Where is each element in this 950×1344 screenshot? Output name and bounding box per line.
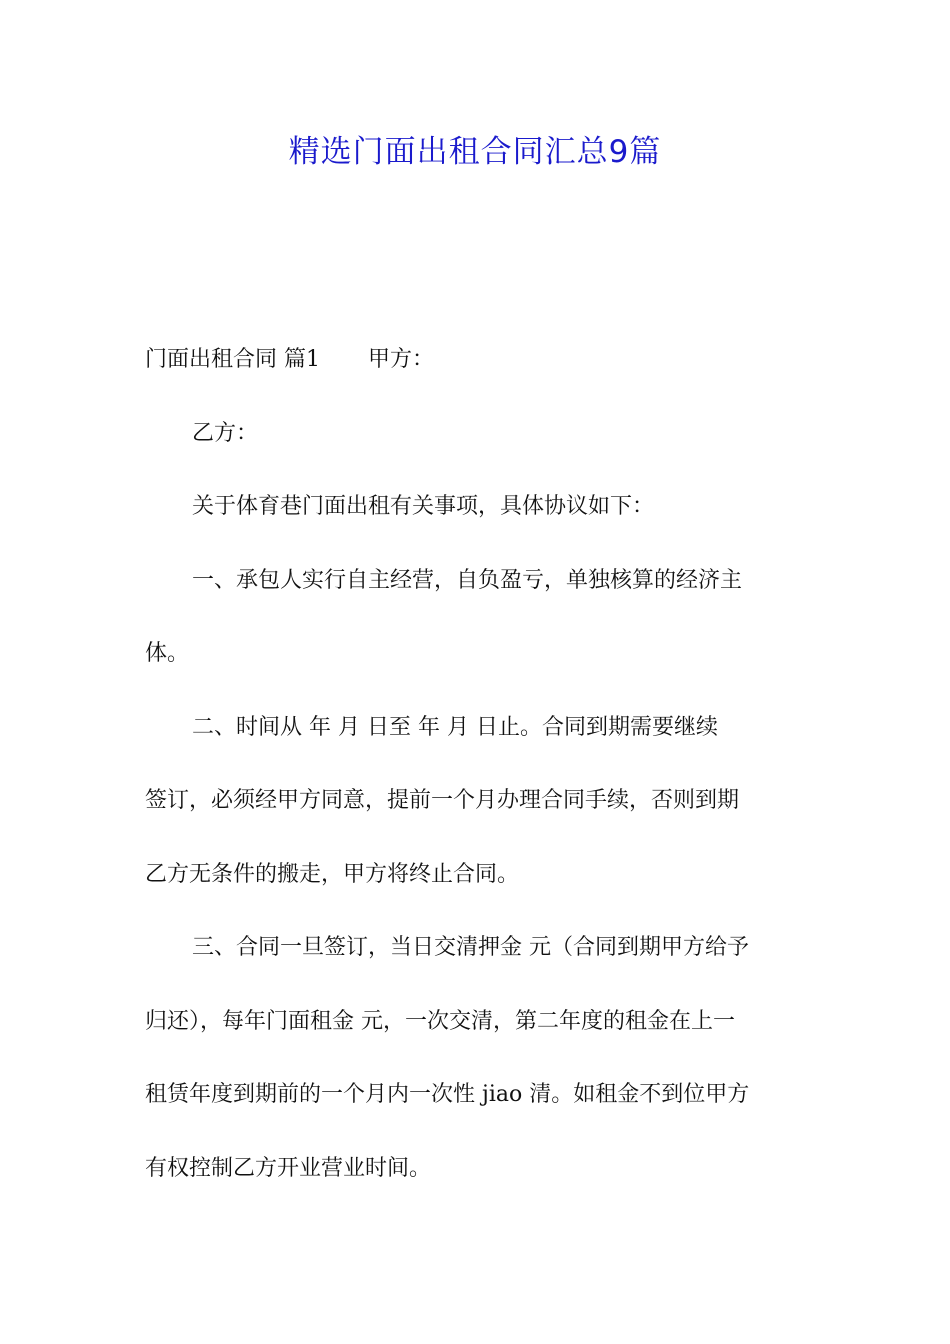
clause-3-line: 归还），每年门面租金 元，一次交清，第二年度的租金在上一 — [145, 1008, 735, 1034]
party-a-label: 甲方： — [368, 347, 435, 372]
heading-line — [145, 323, 805, 397]
clause-2-line: 签订，必须经甲方同意，提前一个月办理合同手续，否则到期 — [145, 788, 740, 813]
document-title: 精选门面出租合同汇总9篇 — [288, 134, 662, 170]
clause-3-line: 三、合同一旦签订，当日交清押金 元（合同到期甲方给予 — [192, 935, 749, 960]
contract-name: 门面出租合同 篇1 — [145, 347, 320, 372]
party-b-label: 乙方： — [192, 420, 259, 446]
clause-2-line: 二、时间从 年 月 日至 年 月 日止。合同到期需要继续 — [192, 714, 718, 740]
clause-1-line: 体。 — [145, 641, 190, 666]
clause-3-line: 有权控制乙方开业营业时间。 — [145, 1155, 432, 1181]
clause-1 — [145, 544, 805, 691]
clause-3-line: 租赁年度到期前的一个月内一次性 jiao 清。如租金不到位甲方 — [145, 1082, 750, 1107]
clause-3 — [145, 911, 805, 1205]
intro-paragraph: 关于体育巷门面出租有关事项，具体协议如下： — [192, 494, 655, 519]
clause-2 — [145, 691, 805, 912]
document-body — [145, 323, 805, 1205]
clause-1-line: 一、承包人实行自主经营，自负盈亏，单独核算的经济主 — [192, 567, 743, 593]
clause-2-line: 乙方无条件的搬走，甲方将终止合同。 — [145, 861, 520, 887]
